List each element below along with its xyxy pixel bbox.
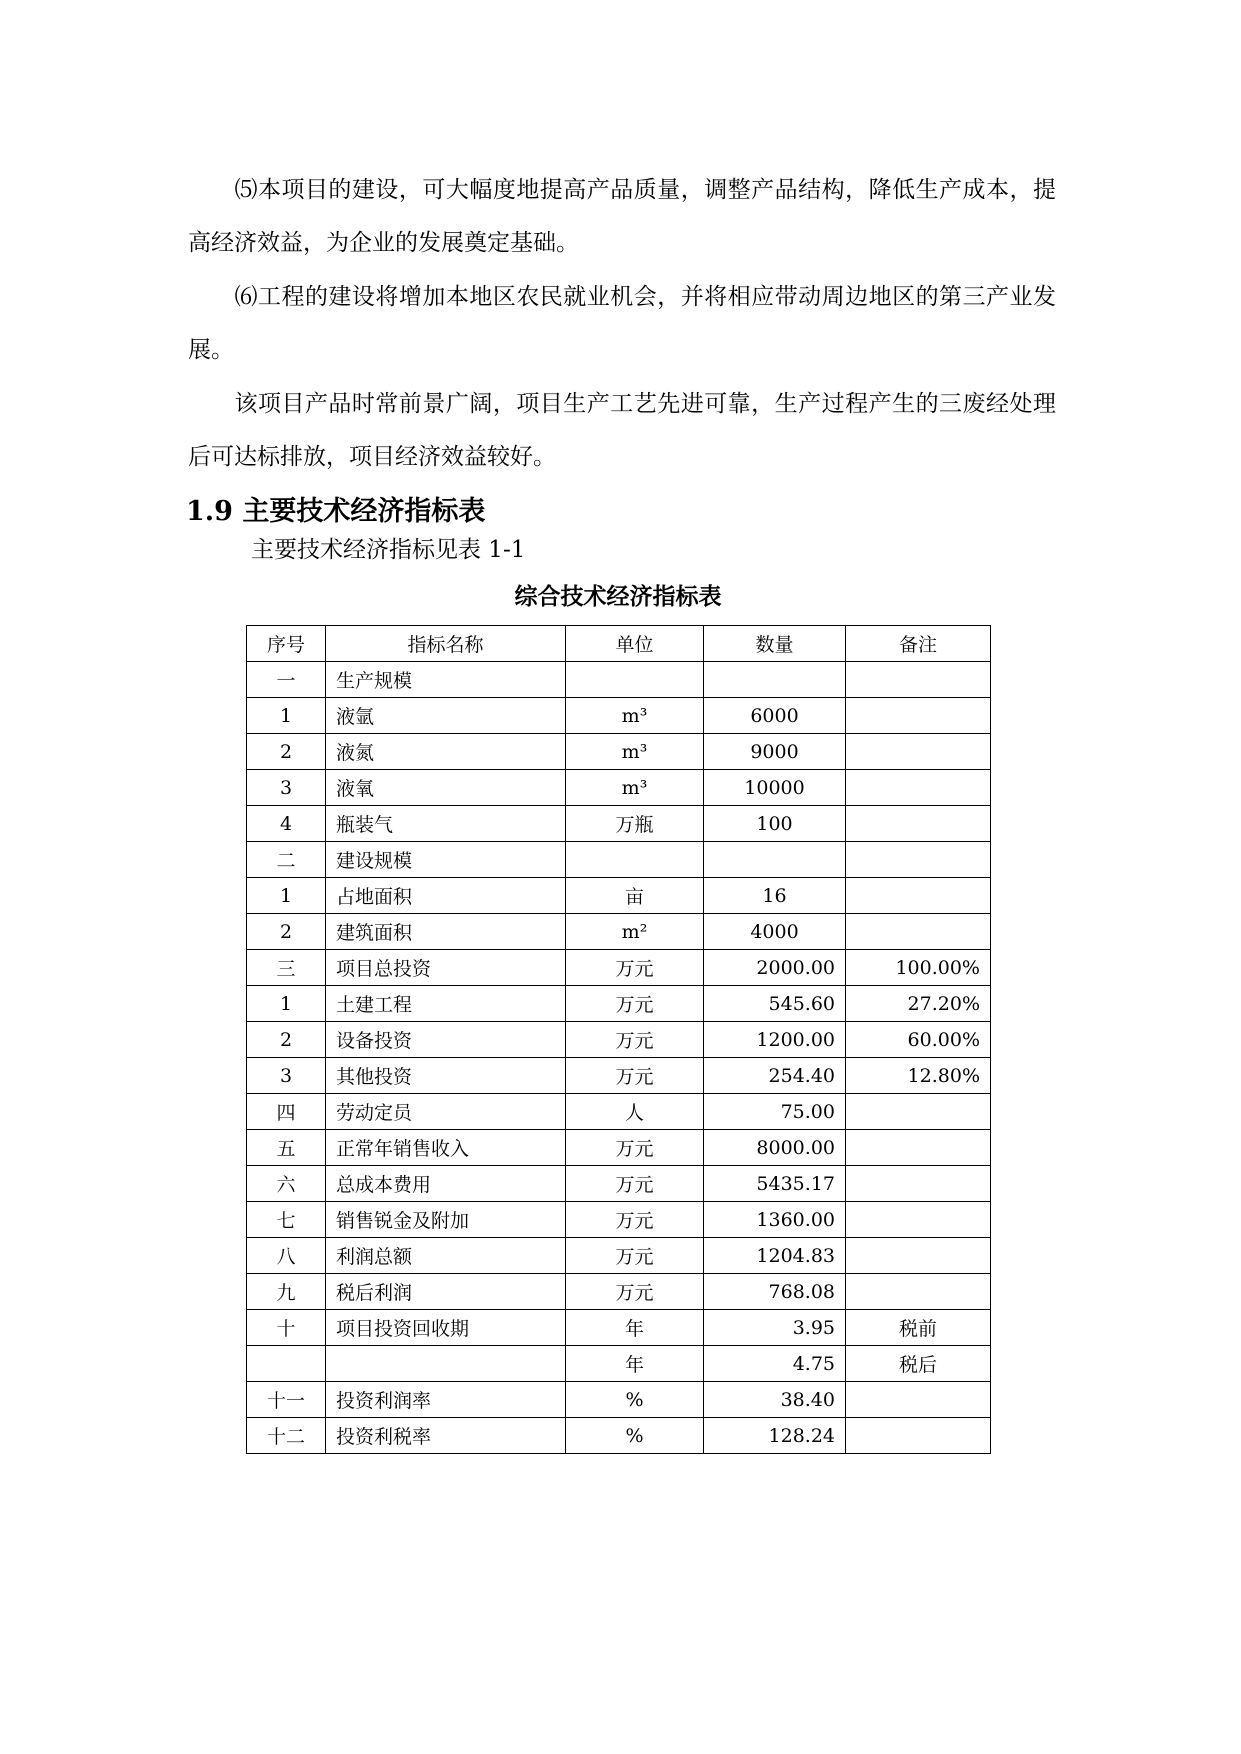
cell-note: [846, 1382, 991, 1418]
cell-qty: 1360.00: [704, 1202, 846, 1238]
cell-unit: [566, 842, 704, 878]
cell-no: 七: [247, 1202, 326, 1238]
section-intro: 主要技术经济指标见表 1-1: [251, 537, 526, 563]
cell-qty: 75.00: [704, 1094, 846, 1130]
cell-no: [247, 1346, 326, 1382]
cell-qty: [704, 842, 846, 878]
cell-unit: 年: [566, 1346, 704, 1382]
cell-unit: m³: [566, 734, 704, 770]
cell-qty: 1200.00: [704, 1022, 846, 1058]
cell-unit: %: [566, 1418, 704, 1454]
cell-note: [846, 734, 991, 770]
cell-qty: 10000: [704, 770, 846, 806]
paragraph-6: [188, 271, 1056, 377]
cell-name: 项目投资回收期: [326, 1310, 566, 1346]
table-row: [247, 1130, 991, 1166]
cell-name: 瓶装气: [326, 806, 566, 842]
cell-no: 九: [247, 1274, 326, 1310]
header-no: 序号: [247, 626, 326, 662]
table-row: [247, 1166, 991, 1202]
cell-unit: 年: [566, 1310, 704, 1346]
cell-note: [846, 698, 991, 734]
cell-unit: 万元: [566, 1130, 704, 1166]
table-row: [247, 1238, 991, 1274]
cell-unit: 万元: [566, 1166, 704, 1202]
cell-unit: m²: [566, 914, 704, 950]
cell-qty: 128.24: [704, 1418, 846, 1454]
cell-name: 总成本费用: [326, 1166, 566, 1202]
table-row: [247, 878, 991, 914]
paragraph-5-text: ⑸本项目的建设，可大幅度地提高产品质量，调整产品结构，降低生产成本，提高经济效益，为企业的发展奠定基础。: [188, 177, 1056, 256]
table-body: [247, 662, 991, 1454]
paragraph-summary-text: 该项目产品时常前景广阔，项目生产工艺先进可靠，生产过程产生的三废经处理后可达标排放，项目经济效益较好。: [188, 391, 1056, 470]
cell-qty: 9000: [704, 734, 846, 770]
table-row: [247, 842, 991, 878]
cell-no: 六: [247, 1166, 326, 1202]
cell-note: [846, 806, 991, 842]
cell-no: 2: [247, 1022, 326, 1058]
cell-name: 劳动定员: [326, 1094, 566, 1130]
header-unit: 单位: [566, 626, 704, 662]
cell-no: 二: [247, 842, 326, 878]
cell-qty: [704, 662, 846, 698]
cell-no: 四: [247, 1094, 326, 1130]
cell-name: 税后利润: [326, 1274, 566, 1310]
cell-no: 十: [247, 1310, 326, 1346]
cell-note: [846, 1418, 991, 1454]
table-row: [247, 806, 991, 842]
cell-name: 占地面积: [326, 878, 566, 914]
cell-qty: 4.75: [704, 1346, 846, 1382]
cell-note: 税前: [846, 1310, 991, 1346]
cell-name: 液氧: [326, 770, 566, 806]
cell-unit: 万元: [566, 1274, 704, 1310]
cell-name: 设备投资: [326, 1022, 566, 1058]
cell-note: 100.00%: [846, 950, 991, 986]
cell-unit: 人: [566, 1094, 704, 1130]
cell-name: [326, 1346, 566, 1382]
cell-note: 12.80%: [846, 1058, 991, 1094]
cell-unit: %: [566, 1382, 704, 1418]
section-heading: 1.9 主要技术经济指标表: [186, 496, 486, 527]
cell-note: [846, 770, 991, 806]
cell-qty: 2000.00: [704, 950, 846, 986]
paragraph-summary: [188, 378, 1056, 484]
cell-no: 一: [247, 662, 326, 698]
cell-qty: 38.40: [704, 1382, 846, 1418]
cell-qty: 768.08: [704, 1274, 846, 1310]
cell-note: [846, 914, 991, 950]
table-row: [247, 1418, 991, 1454]
cell-no: 十二: [247, 1418, 326, 1454]
cell-note: [846, 1130, 991, 1166]
cell-no: 三: [247, 950, 326, 986]
cell-no: 1: [247, 698, 326, 734]
cell-name: 土建工程: [326, 986, 566, 1022]
indicator-table: [246, 625, 991, 1454]
cell-name: 其他投资: [326, 1058, 566, 1094]
cell-name: 建设规模: [326, 842, 566, 878]
table-row: [247, 662, 991, 698]
cell-unit: 万瓶: [566, 806, 704, 842]
table-row: [247, 698, 991, 734]
cell-unit: 亩: [566, 878, 704, 914]
table-row: [247, 950, 991, 986]
cell-name: 销售锐金及附加: [326, 1202, 566, 1238]
cell-qty: 8000.00: [704, 1130, 846, 1166]
table-row: [247, 770, 991, 806]
cell-no: 3: [247, 770, 326, 806]
cell-qty: 4000: [704, 914, 846, 950]
cell-no: 2: [247, 734, 326, 770]
cell-note: 60.00%: [846, 1022, 991, 1058]
cell-note: [846, 842, 991, 878]
table-row: [247, 1274, 991, 1310]
cell-qty: 100: [704, 806, 846, 842]
table-row: [247, 1022, 991, 1058]
table-row: [247, 1094, 991, 1130]
cell-unit: 万元: [566, 950, 704, 986]
cell-no: 4: [247, 806, 326, 842]
cell-qty: 3.95: [704, 1310, 846, 1346]
cell-qty: 545.60: [704, 986, 846, 1022]
table-row: [247, 734, 991, 770]
table-row: [247, 1382, 991, 1418]
cell-unit: 万元: [566, 986, 704, 1022]
cell-unit: 万元: [566, 1238, 704, 1274]
cell-note: [846, 1274, 991, 1310]
cell-no: 1: [247, 878, 326, 914]
cell-name: 建筑面积: [326, 914, 566, 950]
cell-note: [846, 1094, 991, 1130]
cell-name: 液氮: [326, 734, 566, 770]
cell-qty: 254.40: [704, 1058, 846, 1094]
cell-note: [846, 662, 991, 698]
cell-no: 1: [247, 986, 326, 1022]
table-row: [247, 1310, 991, 1346]
table-row: [247, 1202, 991, 1238]
table-row: [247, 1058, 991, 1094]
cell-name: 项目总投资: [326, 950, 566, 986]
cell-name: 利润总额: [326, 1238, 566, 1274]
cell-unit: [566, 662, 704, 698]
cell-name: 生产规模: [326, 662, 566, 698]
cell-name: 液氩: [326, 698, 566, 734]
cell-qty: 16: [704, 878, 846, 914]
cell-unit: m³: [566, 770, 704, 806]
cell-no: 十一: [247, 1382, 326, 1418]
cell-qty: 1204.83: [704, 1238, 846, 1274]
cell-no: 3: [247, 1058, 326, 1094]
cell-note: 27.20%: [846, 986, 991, 1022]
paragraph-6-text: ⑹工程的建设将增加本地区农民就业机会，并将相应带动周边地区的第三产业发展。: [188, 284, 1056, 363]
cell-unit: 万元: [566, 1058, 704, 1094]
table-header-row: [247, 626, 991, 662]
header-qty: 数量: [704, 626, 846, 662]
cell-note: [846, 1166, 991, 1202]
cell-qty: 6000: [704, 698, 846, 734]
header-name: 指标名称: [326, 626, 566, 662]
cell-note: 税后: [846, 1346, 991, 1382]
cell-unit: 万元: [566, 1202, 704, 1238]
table-title: 综合技术经济指标表: [514, 583, 722, 610]
table-row: [247, 986, 991, 1022]
cell-unit: 万元: [566, 1022, 704, 1058]
table-row: [247, 914, 991, 950]
cell-unit: m³: [566, 698, 704, 734]
cell-no: 五: [247, 1130, 326, 1166]
cell-note: [846, 1202, 991, 1238]
header-note: 备注: [846, 626, 991, 662]
cell-name: 投资利润率: [326, 1382, 566, 1418]
cell-name: 投资利税率: [326, 1418, 566, 1454]
cell-name: 正常年销售收入: [326, 1130, 566, 1166]
cell-note: [846, 1238, 991, 1274]
cell-qty: 5435.17: [704, 1166, 846, 1202]
cell-no: 八: [247, 1238, 326, 1274]
cell-note: [846, 878, 991, 914]
cell-no: 2: [247, 914, 326, 950]
table-row: [247, 1346, 991, 1382]
paragraph-5: [188, 164, 1056, 270]
